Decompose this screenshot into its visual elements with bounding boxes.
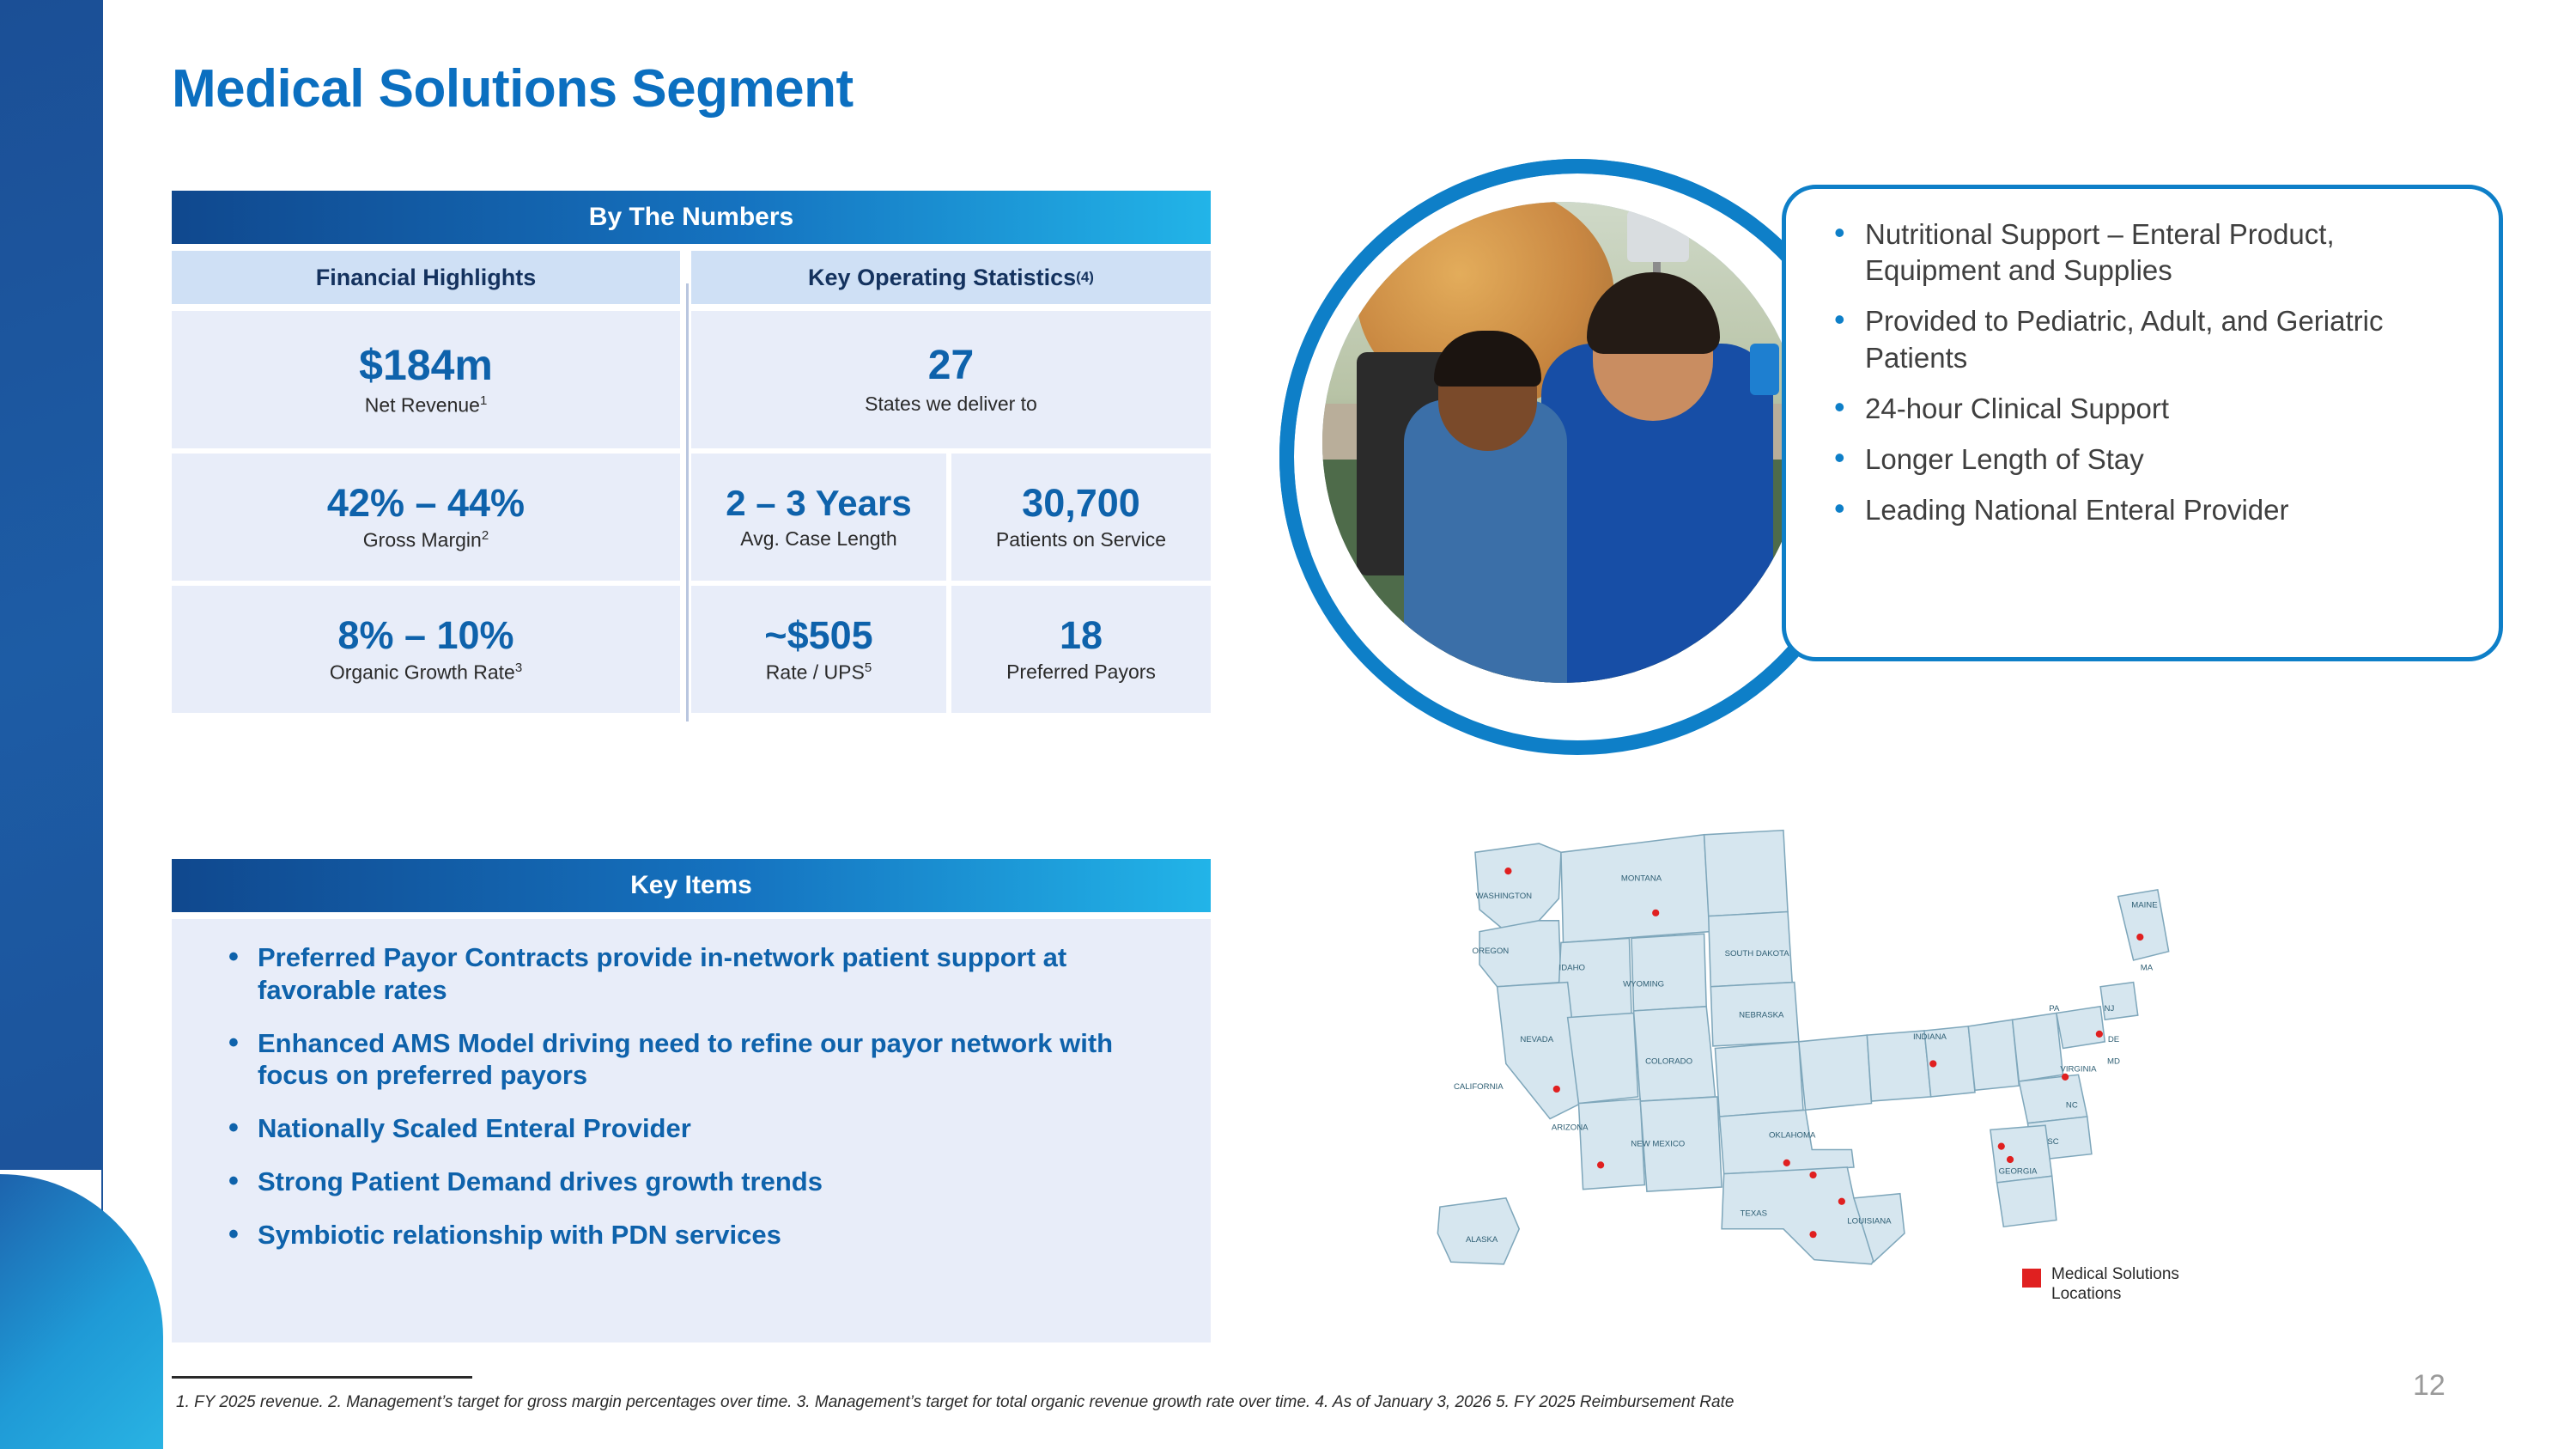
list-item: • Strong Patient Demand drives growth trends <box>220 1166 1159 1198</box>
stat-label: Patients on Service <box>995 528 1167 551</box>
stat-value: ~$505 <box>764 612 873 657</box>
map-location-dot <box>1998 1143 2005 1150</box>
map-location-dot <box>2062 1074 2069 1081</box>
map-state-label: DE <box>2107 1034 2120 1044</box>
map-state-label: OREGON <box>1472 947 1510 957</box>
photo-ring-graphic <box>1245 142 1872 743</box>
map-state-label: MONTANA <box>1620 874 1662 884</box>
table-vertical-divider <box>686 283 689 721</box>
list-item: • Preferred Payor Contracts provide in-network patient support at favorable rates <box>220 941 1159 1007</box>
stat-value: 27 <box>927 342 975 388</box>
map-location-dot <box>1504 868 1511 874</box>
key-items-header: Key Items <box>172 859 1211 912</box>
map-state-label: VIRGINIA <box>2060 1064 2097 1075</box>
map-state-label: ARIZONA <box>1551 1123 1589 1133</box>
map-state-label: WASHINGTON <box>1475 892 1533 902</box>
map-location-dot <box>1809 1172 1816 1178</box>
map-state-label: MA <box>2140 963 2154 973</box>
stat-label <box>365 393 488 417</box>
key-items-list <box>172 941 1211 1251</box>
list-item: • Provided to Pediatric, Adult, and Geriatric Patients <box>1829 303 2464 375</box>
map-state-label: MD <box>2107 1056 2121 1067</box>
medical-device <box>1750 344 1779 395</box>
stat-value: 42% – 44% <box>326 480 526 525</box>
by-the-numbers-header: By The Numbers <box>172 191 1211 244</box>
left-bar-curve <box>0 1174 163 1449</box>
financial-highlights-header: Financial Highlights <box>172 251 680 304</box>
stat-label-sup: 1 <box>479 393 488 408</box>
stat-cell-states <box>691 311 1211 448</box>
map-state-label: WYOMING <box>1623 979 1665 989</box>
map-location-dot <box>1553 1086 1560 1093</box>
key-items-panel <box>172 919 1211 1342</box>
stat-label-text: Rate / UPS <box>765 661 865 684</box>
map-location-dot <box>1652 910 1659 916</box>
services-callout-box <box>1782 185 2503 661</box>
stat-label-text: Net Revenue <box>364 393 480 417</box>
map-states-shapes <box>1437 831 2168 1264</box>
map-state-label: NC <box>2065 1100 2078 1111</box>
map-legend <box>2022 1265 2179 1305</box>
map-state-label: TEXAS <box>1740 1209 1768 1219</box>
list-item: • Nationally Scaled Enteral Provider <box>220 1112 1159 1145</box>
map-state-label: NEVADA <box>1520 1034 1554 1044</box>
map-state-label: GEORGIA <box>1998 1166 2038 1177</box>
stat-cell-gross-margin <box>172 454 680 581</box>
map-state-label: SC <box>2047 1137 2059 1148</box>
stat-label <box>363 528 489 551</box>
map-state-label: ALASKA <box>1465 1235 1498 1245</box>
map-state-label: IDAHO <box>1558 963 1585 973</box>
footnote-text: 1. FY 2025 revenue. 2. Management’s target for gross margin percentages over time. 3. Management’s target for total organic revenue growth rate over time. 4. As of January 3, 2026 5. FY 2025 Reimbursement Rate <box>176 1393 1735 1411</box>
map-state-label: NEBRASKA <box>1739 1010 1784 1020</box>
list-item: • Enhanced AMS Model driving need to refine our payor network with focus on preferred payors <box>220 1027 1159 1093</box>
stat-cell-patients-on-service <box>951 454 1211 581</box>
list-item: • Symbiotic relationship with PDN services <box>220 1219 1159 1251</box>
stat-value: 30,700 <box>1022 481 1140 526</box>
stat-value: 8% – 10% <box>337 612 514 657</box>
stat-label: Preferred Payors <box>1006 661 1156 684</box>
key-operating-statistics-header <box>691 251 1211 304</box>
map-location-dot <box>1838 1198 1845 1205</box>
map-location-dot <box>2136 934 2143 941</box>
services-list <box>1829 216 2464 529</box>
stat-cell-organic-growth <box>172 586 680 713</box>
legend-text <box>2051 1265 2179 1305</box>
map-state-label: CALIFORNIA <box>1453 1081 1504 1092</box>
map-location-dot <box>2007 1156 2014 1163</box>
stat-label-sup: 2 <box>481 528 489 544</box>
stat-cell-rate-per-ups <box>691 586 946 713</box>
patient-caregiver-photo <box>1322 202 1803 683</box>
legend-swatch-icon <box>2022 1269 2041 1288</box>
list-item: • Leading National Enteral Provider <box>1829 492 2464 528</box>
stat-value: $184m <box>359 341 493 390</box>
map-location-dot <box>1597 1161 1604 1168</box>
map-state-label: INDIANA <box>1912 1032 1947 1043</box>
stat-label-text: Gross Margin <box>362 528 482 551</box>
map-state-label: NEW MEXICO <box>1631 1139 1686 1149</box>
list-item: • 24-hour Clinical Support <box>1829 391 2464 427</box>
map-svg <box>1374 764 2233 1297</box>
key-operating-statistics-superscript: (4) <box>1076 269 1094 285</box>
map-state-label: PA <box>2049 1003 2060 1014</box>
stat-cell-avg-case-length <box>691 454 946 581</box>
map-state-label: COLORADO <box>1645 1056 1693 1067</box>
key-operating-statistics-label: Key Operating Statistics <box>808 264 1077 290</box>
map-location-dot <box>2096 1031 2103 1038</box>
map-location-dot <box>1809 1231 1816 1238</box>
map-location-dot <box>1929 1060 1936 1067</box>
left-decorative-bar <box>0 0 103 1449</box>
stat-label <box>330 661 522 684</box>
map-state-label: SOUTH DAKOTA <box>1724 948 1789 959</box>
map-location-dot <box>1783 1160 1790 1166</box>
stat-label <box>766 661 872 684</box>
stat-cell-net-revenue <box>172 311 680 448</box>
page-number: 12 <box>2413 1369 2445 1402</box>
map-state-label: OKLAHOMA <box>1768 1130 1816 1141</box>
stat-label: Avg. Case Length <box>740 527 897 550</box>
stat-label-sup: 3 <box>514 661 523 676</box>
map-state-label: LOUISIANA <box>1847 1216 1892 1227</box>
legend-line-2: Locations <box>2051 1284 2122 1303</box>
stat-label: States we deliver to <box>865 392 1037 415</box>
us-locations-map <box>1374 764 2464 1374</box>
stat-cell-preferred-payors <box>951 586 1211 713</box>
stat-value: 18 <box>1059 613 1103 658</box>
list-item: • Longer Length of Stay <box>1829 441 2464 478</box>
list-item: • Nutritional Support – Enteral Product, Equipment and Supplies <box>1829 216 2464 289</box>
map-state-label: NJ <box>2104 1003 2115 1014</box>
map-state-label: MAINE <box>2131 900 2158 910</box>
stat-label-text: Organic Growth Rate <box>329 661 515 684</box>
footnote-rule <box>172 1376 472 1379</box>
stat-value: 2 – 3 Years <box>726 482 912 523</box>
stat-label-sup: 5 <box>864 661 872 676</box>
legend-line-1: Medical Solutions <box>2051 1265 2179 1283</box>
page-title: Medical Solutions Segment <box>172 59 854 119</box>
feeding-pump <box>1627 210 1689 262</box>
